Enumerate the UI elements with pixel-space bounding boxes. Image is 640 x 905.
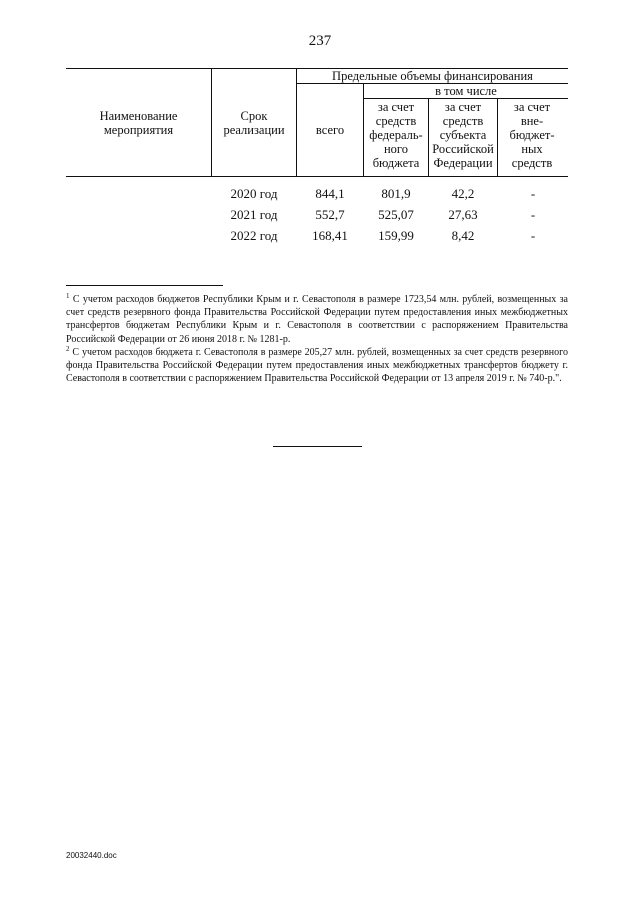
cell-extrabudget: -: [530, 228, 536, 243]
header-including: в том числе: [435, 84, 497, 98]
cell-total: 168,41: [312, 228, 348, 243]
header-funding: Предельные объемы финансирования: [332, 69, 533, 83]
header-total: всего: [315, 123, 345, 137]
cell-federal: 801,9: [381, 186, 411, 201]
table-row: [66, 186, 568, 207]
cell-federal: 525,07: [378, 207, 414, 222]
header-term: Срок реализации: [223, 108, 285, 137]
table-body: [66, 186, 568, 249]
footnotes: [66, 293, 568, 385]
cell-subject: 27,63: [448, 207, 478, 222]
header-name: Наименование мероприятия: [99, 108, 178, 137]
cell-year: 2021 год: [230, 207, 278, 222]
cell-subject: 42,2: [451, 186, 475, 201]
cell-extrabudget: -: [530, 186, 536, 201]
cell-year: 2020 год: [230, 186, 278, 201]
cell-extrabudget: -: [530, 207, 536, 222]
header-subject: за счет средств субъекта Российской Федерации: [432, 100, 494, 170]
footnote-text: С учетом расходов бюджетов Республики Крым и г. Севастополя в размере 1723,54 млн. рублей, возмещенных за счет средств резервного фонда Правительства Российской Федерации путем предоставления иных межбюджетных трансфертов бюджетам Республики Крым и г. Севастополя в соответствии с распоряжением Правительства Российской Федерации от 26 июня 2018 г. № 1281-р.: [66, 294, 568, 345]
table-row: [66, 207, 568, 228]
cell-subject: 8,42: [451, 228, 475, 243]
header-extrabudget: за счет вне-бюджет-ных средств: [509, 100, 555, 170]
footnote: [66, 293, 568, 346]
table-header: [66, 68, 568, 178]
footnote-mark: 1: [66, 292, 70, 300]
footnote-mark: 2: [66, 344, 70, 353]
cell-total: 844,1: [315, 186, 345, 201]
document-filename: 20032440.doc: [66, 851, 117, 860]
cell-year: 2022 год: [230, 228, 278, 243]
footnote: [66, 346, 568, 386]
page-number: 237: [308, 33, 332, 49]
footnote-text: С учетом расходов бюджета г. Севастополя в размере 205,27 млн. рублей, возмещенных за счет средств резервного фонда Правительства Российской Федерации путем предоставления иных межбюджетных трансфертов бюджету г. Севастополя в соответствии с распоряжением Правительства Российской Федерации от 13 апреля 2019 г. № 740-р.".: [66, 346, 568, 385]
table-row: [66, 228, 568, 249]
end-separator: [273, 446, 362, 447]
footnote-separator: [66, 285, 223, 286]
header-federal: за счет средств федераль-ного бюджета: [369, 100, 423, 170]
cell-federal: 159,99: [378, 228, 414, 243]
cell-total: 552,7: [315, 207, 345, 222]
